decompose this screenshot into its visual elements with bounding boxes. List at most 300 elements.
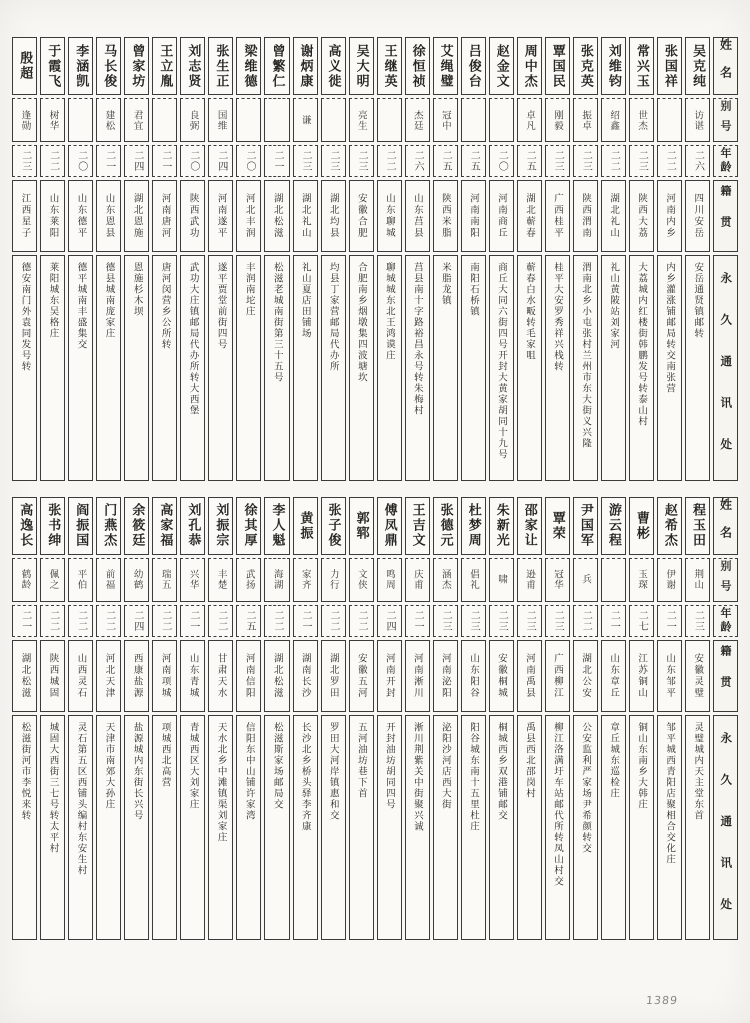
- person-alias-text: 逊甫: [524, 569, 536, 590]
- header-address-text: 永久通讯处: [719, 731, 734, 939]
- person-age: [685, 605, 710, 637]
- person-age: [152, 605, 177, 637]
- person-age-text: 二〇: [187, 150, 199, 172]
- person-name-text: 徐其厚: [241, 503, 257, 548]
- person-address-text: 蕲春白水畈转毛家咀: [524, 262, 536, 361]
- person-age: [321, 605, 346, 637]
- person-name-text: 刘振宗: [213, 503, 229, 548]
- person-age-text: 二三: [692, 609, 704, 632]
- person-age: [433, 145, 458, 177]
- header-age: [713, 145, 738, 177]
- person-age-text: 二三: [580, 150, 592, 172]
- person-age-text: 二三: [19, 150, 31, 172]
- person-native-text: 山东阳谷: [467, 652, 479, 699]
- person-name-text: 黄振: [297, 510, 313, 541]
- person-alias: [264, 98, 289, 142]
- person-age-text: 二〇: [496, 150, 508, 172]
- person-age: [264, 145, 289, 177]
- person-column: [601, 37, 626, 481]
- person-native-text: 湖北松滋: [19, 652, 31, 699]
- person-alias: [573, 98, 598, 142]
- person-alias: [545, 98, 570, 142]
- person-age-text: 二四: [131, 150, 143, 172]
- person-native: [124, 640, 149, 712]
- person-name-text: 游云程: [605, 503, 621, 548]
- person-alias: [489, 558, 514, 602]
- person-age: [208, 605, 233, 637]
- person-native: [40, 640, 65, 712]
- person-alias: [236, 98, 261, 142]
- person-age-text: 二三: [300, 150, 312, 172]
- person-age: [180, 605, 205, 637]
- person-column: [152, 497, 177, 941]
- person-age: [208, 145, 233, 177]
- person-address: [405, 715, 430, 941]
- header-age-text: 年龄: [718, 147, 732, 175]
- person-age-text: 二三: [552, 150, 564, 172]
- person-name: [573, 37, 598, 95]
- person-age-text: 二一: [271, 150, 283, 172]
- person-age-text: 二〇: [75, 150, 87, 172]
- person-native: [293, 640, 318, 712]
- page-number: 1389: [645, 994, 679, 1007]
- person-column: [461, 497, 486, 941]
- person-native: [573, 180, 598, 252]
- person-address: [180, 255, 205, 481]
- person-age: [601, 145, 626, 177]
- person-native: [405, 640, 430, 712]
- person-alias-text: 亮生: [355, 109, 367, 131]
- person-alias: [68, 558, 93, 602]
- person-column: [601, 497, 626, 941]
- person-name-text: 吕俊台: [465, 43, 481, 89]
- person-column: [264, 497, 289, 941]
- directory-table-bottom: [12, 497, 738, 941]
- person-native-text: 山东莒县: [411, 193, 423, 239]
- person-address: [573, 255, 598, 481]
- person-age-text: 二五: [243, 609, 255, 632]
- person-age-text: 二一: [412, 609, 424, 632]
- person-name: [68, 37, 93, 95]
- person-native: [264, 180, 289, 252]
- person-alias: [657, 98, 682, 142]
- person-address-text: 长沙北乡桥头驿李齐康: [299, 721, 311, 832]
- person-name: [629, 497, 654, 555]
- person-age-text: 二六: [412, 150, 424, 172]
- person-column: [657, 497, 682, 941]
- person-column: [433, 37, 458, 481]
- person-name: [405, 497, 430, 555]
- person-name-text: 杜梦周: [465, 503, 481, 548]
- person-alias: [433, 98, 458, 142]
- person-age-text: 二三: [440, 609, 452, 632]
- person-age-text: 二二: [580, 609, 592, 632]
- person-name-text: 吴克纯: [689, 43, 705, 89]
- person-native: [180, 180, 205, 252]
- person-address: [180, 715, 205, 941]
- person-alias: [264, 558, 289, 602]
- person-alias: [657, 558, 682, 602]
- person-native-text: 陕西武功: [187, 193, 199, 239]
- person-address: [433, 255, 458, 481]
- person-alias: [124, 558, 149, 602]
- person-native: [489, 180, 514, 252]
- person-alias-text: 国维: [215, 109, 227, 131]
- person-name-text: 常兴玉: [633, 43, 649, 89]
- person-name-text: 张生正: [213, 43, 229, 89]
- person-native-text: 江苏铜山: [636, 652, 648, 699]
- person-alias-text: 倡礼: [467, 569, 479, 590]
- person-address: [264, 255, 289, 481]
- person-name-text: 曾家坊: [129, 43, 145, 89]
- person-alias: [293, 558, 318, 602]
- person-alias: [12, 558, 37, 602]
- person-age: [489, 605, 514, 637]
- person-address: [124, 715, 149, 941]
- person-native-text: 湖北蕲春: [524, 193, 536, 239]
- person-alias: [461, 558, 486, 602]
- person-native-text: 陕西大荔: [636, 193, 648, 239]
- person-address-text: 盐源城内东街长兴号: [131, 721, 143, 821]
- person-address: [685, 255, 710, 481]
- person-alias-text: 平伯: [75, 569, 87, 590]
- person-alias: [573, 558, 598, 602]
- person-address-text: 阳谷城东南十五里杜庄: [467, 721, 479, 832]
- person-native-text: 河南南阳: [467, 193, 479, 239]
- person-age: [545, 605, 570, 637]
- person-address: [685, 715, 710, 941]
- person-name: [321, 497, 346, 555]
- person-address-text: 渭南北乡小屯张村兰州市东大街义兴隆: [580, 262, 592, 449]
- person-name-text: 刘维钧: [605, 43, 621, 89]
- person-name: [180, 497, 205, 555]
- person-address-text: 公安监利严家场尹希颜转交: [580, 721, 592, 854]
- person-address-text: 泌阳沙河店西大街: [439, 721, 451, 810]
- person-native: [236, 640, 261, 712]
- person-native-text: 广西桂平: [552, 193, 564, 239]
- person-native-text: 安徽灵璧: [692, 652, 704, 699]
- header-address: [713, 255, 738, 481]
- person-name: [573, 497, 598, 555]
- person-alias: [12, 98, 37, 142]
- person-name: [685, 37, 710, 95]
- header-column: [713, 37, 738, 481]
- person-age: [377, 145, 402, 177]
- person-address: [12, 715, 37, 941]
- person-column: [517, 37, 542, 481]
- person-alias-text: 冠华: [552, 569, 564, 590]
- person-native-text: 湖北均县: [327, 193, 339, 239]
- person-age: [264, 605, 289, 637]
- person-name: [489, 497, 514, 555]
- person-native: [124, 180, 149, 252]
- person-native: [152, 180, 177, 252]
- person-address: [264, 715, 289, 941]
- person-column: [545, 37, 570, 481]
- person-alias: [40, 98, 65, 142]
- person-age-text: 二二: [328, 609, 340, 632]
- person-address: [321, 715, 346, 941]
- person-address: [377, 715, 402, 941]
- person-address-text: 淅川荆紫关中街聚兴诚: [411, 721, 423, 832]
- person-native: [489, 640, 514, 712]
- person-name-text: 曾繁仁: [269, 43, 285, 89]
- person-column: [629, 37, 654, 481]
- person-age: [433, 605, 458, 637]
- person-native-text: 湖南长沙: [299, 652, 311, 699]
- header-alias-text: 别号: [718, 100, 732, 140]
- person-address-text: 柳江洛满圩车站邮代所转凤山村交: [552, 721, 564, 887]
- person-address: [236, 255, 261, 481]
- person-native: [657, 180, 682, 252]
- person-age-text: 二〇: [243, 150, 255, 172]
- person-column: [405, 37, 430, 481]
- person-alias: [208, 98, 233, 142]
- person-native: [685, 180, 710, 252]
- person-alias-text: 海湖: [271, 569, 283, 590]
- person-column: [321, 37, 346, 481]
- person-native: [208, 180, 233, 252]
- person-address: [349, 715, 374, 941]
- person-name-text: 覃荣: [549, 510, 565, 541]
- person-age-text: 二三: [496, 609, 508, 632]
- person-native-text: 河北天津: [103, 652, 115, 699]
- person-column: [377, 37, 402, 481]
- person-age-text: 二一: [608, 609, 620, 632]
- person-native-text: 广西柳江: [552, 652, 564, 699]
- person-address-text: 开封油坊胡同四号: [383, 721, 395, 810]
- person-name: [40, 497, 65, 555]
- person-native: [545, 640, 570, 712]
- person-name: [629, 37, 654, 95]
- person-age-text: 二二: [75, 609, 87, 632]
- person-age-text: 二一: [103, 150, 115, 172]
- person-native: [40, 180, 65, 252]
- person-address-text: 聊城城东北王鸿谟庄: [383, 262, 395, 361]
- person-native: [461, 180, 486, 252]
- person-age: [517, 145, 542, 177]
- person-address: [545, 715, 570, 941]
- person-address: [152, 715, 177, 941]
- person-native: [321, 180, 346, 252]
- person-alias: [152, 558, 177, 602]
- person-age-text: 二一: [187, 609, 199, 632]
- person-age: [12, 145, 37, 177]
- person-address-text: 德县城南庞家庄: [103, 262, 115, 339]
- person-column: [293, 497, 318, 941]
- person-name: [12, 37, 37, 95]
- person-native-text: 甘肃天水: [215, 652, 227, 699]
- person-address: [517, 255, 542, 481]
- person-column: [349, 37, 374, 481]
- person-address: [461, 255, 486, 481]
- person-address: [12, 255, 37, 481]
- person-name-text: 覃国民: [549, 43, 565, 89]
- person-age-text: 二一: [664, 609, 676, 632]
- person-name: [545, 497, 570, 555]
- person-age: [405, 145, 430, 177]
- person-alias-text: 兵: [580, 574, 592, 585]
- person-column: [40, 497, 65, 941]
- person-age-text: 二二: [103, 609, 115, 632]
- person-alias-text: 建松: [103, 109, 115, 131]
- person-alias-text: 兴华: [187, 569, 199, 590]
- person-alias: [601, 558, 626, 602]
- person-alias-text: 访谌: [692, 109, 704, 131]
- person-alias-text: 武扬: [243, 569, 255, 590]
- person-column: [461, 37, 486, 481]
- person-address-text: 天水北乡中滩镇渠刘家庄: [215, 721, 227, 843]
- person-age-text: 二三: [524, 609, 536, 632]
- person-name-text: 张书绅: [45, 503, 61, 548]
- person-alias-text: 荆山: [692, 569, 704, 590]
- person-name: [152, 497, 177, 555]
- person-alias-text: 幼鹤: [131, 569, 143, 590]
- person-name-text: 周中杰: [521, 43, 537, 89]
- person-address-text: 丰润南坨庄: [243, 262, 255, 317]
- person-native: [12, 640, 37, 712]
- person-address: [124, 255, 149, 481]
- person-native: [12, 180, 37, 252]
- person-address: [68, 715, 93, 941]
- person-age: [124, 145, 149, 177]
- person-native-text: 河南内乡: [664, 193, 676, 239]
- person-alias-text: 啸: [495, 574, 507, 585]
- person-native: [293, 180, 318, 252]
- person-alias: [685, 558, 710, 602]
- person-address-text: 邹平城西青阳店聚相合交化庄: [664, 721, 676, 865]
- person-name: [124, 37, 149, 95]
- person-native: [545, 180, 570, 252]
- person-address-text: 内乡灌涨铺邮局转交南张营: [664, 262, 676, 394]
- person-address: [601, 715, 626, 941]
- person-native: [685, 640, 710, 712]
- person-native: [629, 640, 654, 712]
- person-column: [489, 37, 514, 481]
- person-age: [40, 605, 65, 637]
- person-alias: [96, 558, 121, 602]
- person-address: [293, 255, 318, 481]
- person-age-text: 二一: [159, 150, 171, 172]
- person-alias: [180, 558, 205, 602]
- person-name-text: 于霞飞: [45, 43, 61, 89]
- person-native-text: 河南项城: [159, 652, 171, 699]
- person-address-text: 均县丁家营邮局代办所: [327, 262, 339, 372]
- person-alias: [208, 558, 233, 602]
- person-column: [405, 497, 430, 941]
- person-native: [601, 180, 626, 252]
- person-column: [124, 497, 149, 941]
- person-column: [264, 37, 289, 481]
- person-address: [545, 255, 570, 481]
- person-alias: [96, 98, 121, 142]
- person-alias: [629, 98, 654, 142]
- person-native-text: 陕西米脂: [439, 193, 451, 239]
- person-name-text: 刘志贤: [185, 43, 201, 89]
- person-name-text: 殷超: [17, 51, 33, 81]
- person-address-text: 城固大西街三七号转太平村: [47, 721, 59, 854]
- header-address-text: 永久通讯处: [719, 272, 734, 480]
- person-age: [124, 605, 149, 637]
- person-address: [489, 715, 514, 941]
- person-age: [293, 145, 318, 177]
- person-column: [68, 497, 93, 941]
- header-native-text: 籍贯: [718, 185, 732, 247]
- person-name: [264, 37, 289, 95]
- person-address: [236, 715, 261, 941]
- person-address-text: 遂平贾堂前街四号: [215, 262, 227, 350]
- person-age: [68, 145, 93, 177]
- person-native: [461, 640, 486, 712]
- person-address-text: 禹县西北邵岗村: [524, 721, 536, 799]
- person-name: [489, 37, 514, 95]
- person-native-text: 安徽五河: [355, 652, 367, 699]
- person-name-text: 高义徙: [325, 43, 341, 89]
- person-native-text: 湖北松滋: [271, 193, 283, 239]
- person-age-text: 二四: [384, 609, 396, 632]
- person-age-text: 二二: [608, 150, 620, 172]
- person-native-text: 河南唐河: [159, 193, 171, 239]
- person-alias-text: 鹤龄: [19, 569, 31, 590]
- person-column: [236, 497, 261, 941]
- person-age-text: 二五: [440, 150, 452, 172]
- person-address-text: 南阳石桥镇: [467, 262, 479, 317]
- person-alias: [433, 558, 458, 602]
- person-column: [517, 497, 542, 941]
- person-alias-text: 瑞五: [159, 569, 171, 590]
- header-column: [713, 497, 738, 941]
- person-native: [433, 180, 458, 252]
- person-alias-text: 世杰: [636, 109, 648, 131]
- person-column: [208, 37, 233, 481]
- person-age: [236, 145, 261, 177]
- person-address-text: 德平城南丰盛集交: [75, 262, 87, 350]
- person-alias-text: 丰楚: [215, 569, 227, 590]
- person-column: [657, 37, 682, 481]
- person-native: [264, 640, 289, 712]
- person-native: [180, 640, 205, 712]
- person-column: [180, 497, 205, 941]
- person-address-text: 铜山东南乡大韩庄: [636, 721, 648, 810]
- person-address: [489, 255, 514, 481]
- person-column: [685, 37, 710, 481]
- person-name-text: 赵金文: [493, 43, 509, 89]
- person-age: [573, 605, 598, 637]
- person-alias: [545, 558, 570, 602]
- person-age: [321, 145, 346, 177]
- person-age-text: 二四: [131, 609, 143, 632]
- person-native-text: 湖北礼山: [299, 193, 311, 239]
- header-alias: [713, 98, 738, 142]
- person-native-text: 湖北礼山: [608, 193, 620, 239]
- person-alias-text: 伊谢: [664, 569, 676, 590]
- person-address-text: 莱阳城东吴格庄: [47, 262, 59, 339]
- person-native-text: 河北丰润: [243, 193, 255, 239]
- header-native-text: 籍贯: [718, 644, 732, 707]
- person-native-text: 河南泌阳: [439, 652, 451, 699]
- person-alias: [293, 98, 318, 142]
- person-name: [517, 37, 542, 95]
- person-alias: [405, 558, 430, 602]
- person-age: [377, 605, 402, 637]
- person-native: [68, 640, 93, 712]
- person-address-text: 安岳通贤镇邮转: [692, 262, 704, 339]
- person-name: [461, 37, 486, 95]
- person-name-text: 徐恒祯: [409, 43, 425, 89]
- person-name: [12, 497, 37, 555]
- header-name-text: 姓名: [718, 497, 733, 554]
- person-address: [349, 255, 374, 481]
